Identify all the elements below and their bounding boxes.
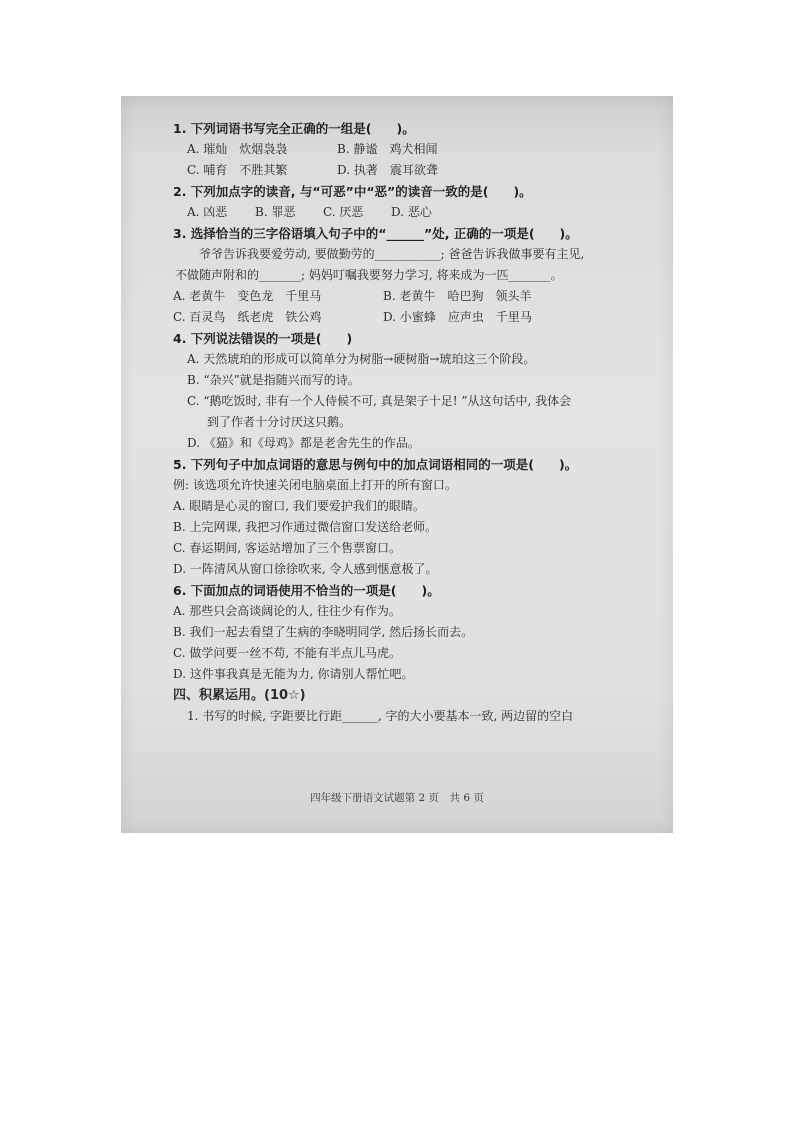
q3-options-row1 [173,286,643,307]
q6-option-c: C. 做学问要一丝不苟, 不能有半点儿马虎。 [173,646,402,660]
q5-example: 例: 该选项允许快速关闭电脑桌面上打开的所有窗口。 [173,478,457,492]
section4-item1: 1. 书写的时候, 字距要比行距______, 字的大小要基本一致, 两边留的空白 [187,709,574,723]
q1-options-row2 [173,160,643,181]
q4-option-d: D. 《猫》和《母鸡》都是老舍先生的作品。 [187,436,420,450]
q3-option-d: D. 小蜜蜂 应声虫 千里马 [383,310,532,324]
q4-stem: 4. 下列说法错误的一项是( ) [173,331,353,346]
q1-option-a: A. 璀灿 炊烟袅袅 [187,142,288,156]
q6-option-a: A. 那些只会高谈阔论的人, 往往少有作为。 [173,604,401,618]
q3-paragraph-line1: 爷爷告诉我要爱劳动, 要做勤劳的___________; 爸爸告诉我做事要有主见, [199,247,585,261]
q4-option-c-line2: 到了作者十分讨厌这只鹅。 [207,415,352,429]
q3-option-c: C. 百灵鸟 纸老虎 铁公鸡 [173,310,322,324]
q1-stem: 1. 下列词语书写完全正确的一组是( )。 [173,121,415,136]
q5-option-a: A. 眼睛是心灵的窗口, 我们要爱护我们的眼睛。 [173,499,425,513]
q6-option-b: B. 我们一起去看望了生病的李晓明同学, 然后扬长而去。 [173,625,474,639]
q3-option-b: B. 老黄牛 哈巴狗 领头羊 [383,289,532,303]
q1-option-b: B. 静谧 鸡犬相闻 [337,142,438,156]
q2-stem: 2. 下列加点字的读音, 与“可恶”中“恶”的读音一致的是( )。 [173,184,532,199]
scanned-photo [121,96,673,833]
exam-sheet [173,118,643,727]
q1-option-d: D. 执著 震耳欲聋 [337,163,438,177]
q4-option-b: B. “杂兴”就是指随兴而写的诗。 [187,373,360,387]
q2-option-d: D. 恶心 [391,205,432,219]
q2-option-c: C. 厌恶 [323,205,364,219]
q3-options-row2 [173,307,643,328]
q2-options [173,202,643,223]
q3-option-a: A. 老黄牛 变色龙 千里马 [173,289,322,303]
q2-option-a: A. 凶恶 [187,205,228,219]
q4-option-a: A. 天然琥珀的形成可以简单分为树脂→硬树脂→琥珀这三个阶段。 [187,352,536,366]
q2-option-b: B. 罪恶 [255,205,296,219]
section4-title: 四、积累运用。(10☆) [173,688,306,703]
q5-option-c: C. 春运期间, 客运站增加了三个售票窗口。 [173,541,402,555]
q4-option-c-line1: C. “鹅吃饭时, 非有一个人侍候不可, 真是架子十足! ”从这句话中, 我体会 [187,394,572,408]
q3-paragraph-line2: 不做随声附和的_______; 妈妈叮嘱我要努力学习, 将来成为一匹_______。 [175,268,563,282]
q6-option-d: D. 这件事我真是无能为力, 你请别人帮忙吧。 [173,667,414,681]
page-footer: 四年级下册语文试题第 2 页 共 6 页 [310,792,484,804]
q5-option-b: B. 上完网课, 我把习作通过微信窗口发送给老师。 [173,520,438,534]
q1-options-row1 [173,139,643,160]
q1-option-c: C. 哺育 不胜其繁 [187,163,288,177]
q3-stem: 3. 选择恰当的三字俗语填入句子中的“______”处, 正确的一项是( )。 [173,226,578,241]
q5-stem: 5. 下列句子中加点词语的意思与例句中的加点词语相同的一项是( )。 [173,457,578,472]
q6-stem: 6. 下面加点的词语使用不恰当的一项是( )。 [173,583,440,598]
q5-option-d: D. 一阵清风从窗口徐徐吹来, 令人感到惬意极了。 [173,562,438,576]
